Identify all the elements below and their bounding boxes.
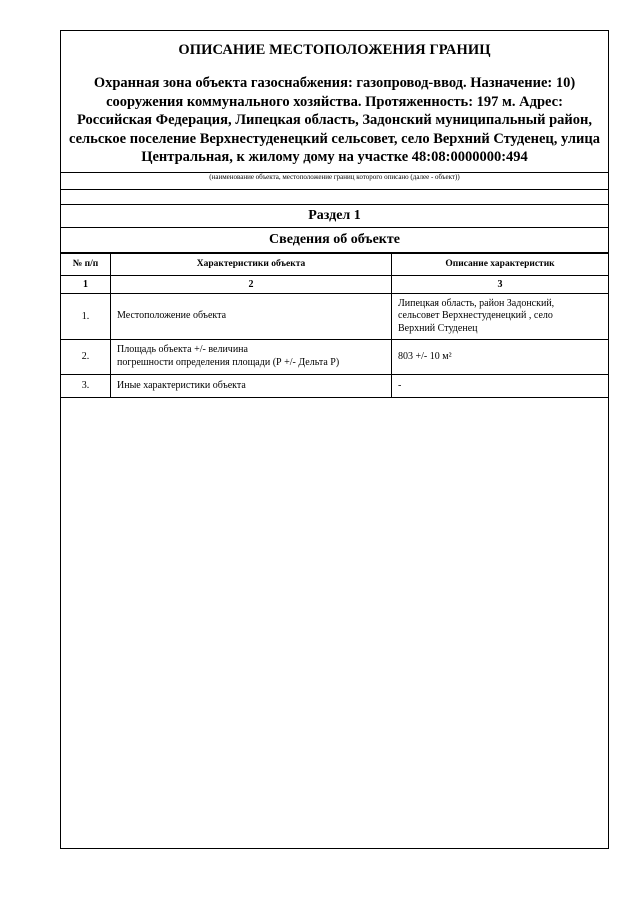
document-title: ОПИСАНИЕ МЕСТОПОЛОЖЕНИЯ ГРАНИЦ	[178, 42, 491, 58]
table-row	[61, 374, 608, 397]
subsection-title: Сведения об объекте	[61, 228, 608, 253]
column-number: 1	[61, 275, 111, 293]
object-name: Охранная зона объекта газоснабжения: газопровод-ввод. Назначение: 10) сооружения коммунального хозяйства. Протяженность: 197 м. Адрес: Российская Федерация, Липецкая область, Задонский муниципальный район, сельское поселение Верхнестуденецкий сельсовет, село Верхний Студенец, улица Центральная, к жилому дому на участке 48:08:0000000:494	[68, 75, 601, 166]
spacer-row	[61, 190, 608, 205]
header-description: Описание характеристик	[392, 253, 609, 275]
object-caption: (наименование объекта, местоположение границ которого описано (далее - объект))	[61, 172, 608, 190]
column-number: 3	[392, 275, 609, 293]
table-header-row	[61, 253, 608, 275]
row-number: 2.	[61, 339, 111, 374]
header-number: № п/п	[61, 253, 111, 275]
row-characteristic: Местоположение объекта	[111, 293, 392, 339]
table-row	[61, 293, 608, 339]
header-characteristic: Характеристики объекта	[111, 253, 392, 275]
section-title: Раздел 1	[61, 205, 608, 228]
column-number-row	[61, 275, 608, 293]
document-frame	[60, 30, 609, 849]
row-description: Липецкая область, район Задонский, сельсовет Верхнестуденецкий , село Верхний Студенец	[392, 293, 609, 339]
row-description: -	[392, 374, 609, 397]
row-characteristic: Площадь объекта +/- величина погрешности определения площади (Р +/- Дельта Р)	[111, 339, 392, 374]
column-number: 2	[111, 275, 392, 293]
row-number: 1.	[61, 293, 111, 339]
table-row	[61, 339, 608, 374]
row-characteristic: Иные характеристики объекта	[111, 374, 392, 397]
row-description: 803 +/- 10 м²	[392, 339, 609, 374]
object-info-table	[61, 253, 608, 398]
row-number: 3.	[61, 374, 111, 397]
